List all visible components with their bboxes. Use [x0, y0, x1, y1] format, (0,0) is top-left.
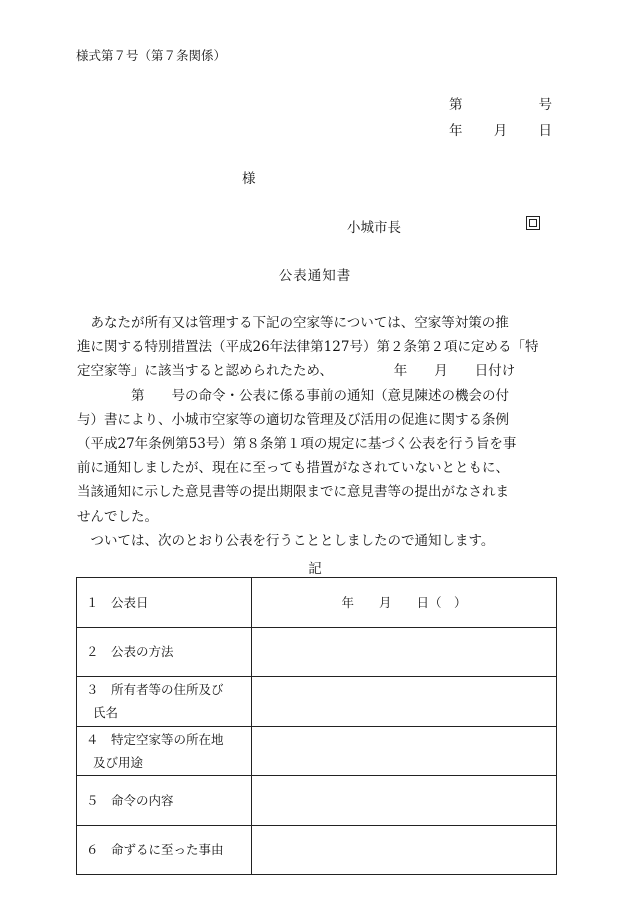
- label-text-continued: 氏名: [93, 705, 119, 721]
- label-text: ４ 特定空家等の所在地: [86, 731, 224, 747]
- body-line: 前に通知しましたが、現在に至っても措置がなされていないとともに、: [77, 460, 509, 477]
- body-line: せんでした。: [77, 508, 158, 525]
- label-text: ３ 所有者等の住所及び: [86, 682, 224, 698]
- body-line: 当該通知に示した意見書等の提出期限までに意見書等の提出がなされま: [77, 484, 509, 501]
- seal-icon: [526, 216, 540, 230]
- row-value: [252, 776, 557, 826]
- row-label: [77, 578, 252, 628]
- table-row: [77, 677, 557, 727]
- table-row: [77, 776, 557, 826]
- number-suffix: 号: [538, 97, 552, 113]
- body-line: 第 号の命令・公表に係る事前の通知（意見陳述の機会の付: [77, 387, 509, 404]
- row-label: [77, 627, 252, 677]
- row-label: [77, 677, 252, 727]
- table-row: [77, 578, 557, 628]
- notice-table: [76, 577, 557, 875]
- date-day: 日: [538, 123, 552, 139]
- date-month: 月: [493, 123, 508, 139]
- label-text: ５ 命令の内容: [86, 792, 174, 808]
- body-line: ついては、次のとおり公表を行うこととしましたので通知します。: [77, 532, 495, 549]
- label-text: ６ 命ずるに至った事由: [86, 842, 224, 858]
- row-value: [252, 677, 557, 727]
- body-text: [77, 311, 557, 553]
- recipient-honorific: 様: [242, 171, 256, 187]
- body-line: 定空家等」に該当すると認められたため、 年 月 日付け: [77, 363, 516, 380]
- body-line: 与）書により、小城市空家等の適切な管理及び活用の促進に関する条例: [77, 411, 509, 428]
- row-value: [252, 825, 557, 875]
- row-value: 年 月 日（ ）: [252, 578, 557, 628]
- date-year: 年: [449, 123, 463, 139]
- table-row: [77, 627, 557, 677]
- body-line: （平成27年条例第53号）第８条第１項の規定に基づく公表を行う旨を事: [77, 435, 517, 452]
- row-value: [252, 627, 557, 677]
- row-label: [77, 726, 252, 776]
- sender-title: 小城市長: [347, 220, 401, 236]
- row-label: [77, 776, 252, 826]
- document-number: [449, 93, 552, 113]
- label-text: １ 公表日: [86, 594, 149, 610]
- body-line: 進に関する特別措置法（平成26年法律第127号）第２条第２項に定める「特: [77, 339, 539, 356]
- label-text-continued: 及び用途: [93, 754, 144, 770]
- number-prefix: 第: [449, 97, 463, 113]
- form-number: 様式第７号（第７条関係）: [76, 48, 227, 63]
- label-text: ２ 公表の方法: [86, 644, 174, 660]
- table-row: [77, 726, 557, 776]
- row-value: [252, 726, 557, 776]
- row-label: [77, 825, 252, 875]
- body-line: あなたが所有又は管理する下記の空家等については、空家等対策の推: [77, 315, 509, 331]
- document-date: [449, 119, 552, 139]
- table-row: [77, 825, 557, 875]
- ki-heading: 記: [308, 561, 322, 577]
- document-title: 公表通知書: [278, 268, 352, 284]
